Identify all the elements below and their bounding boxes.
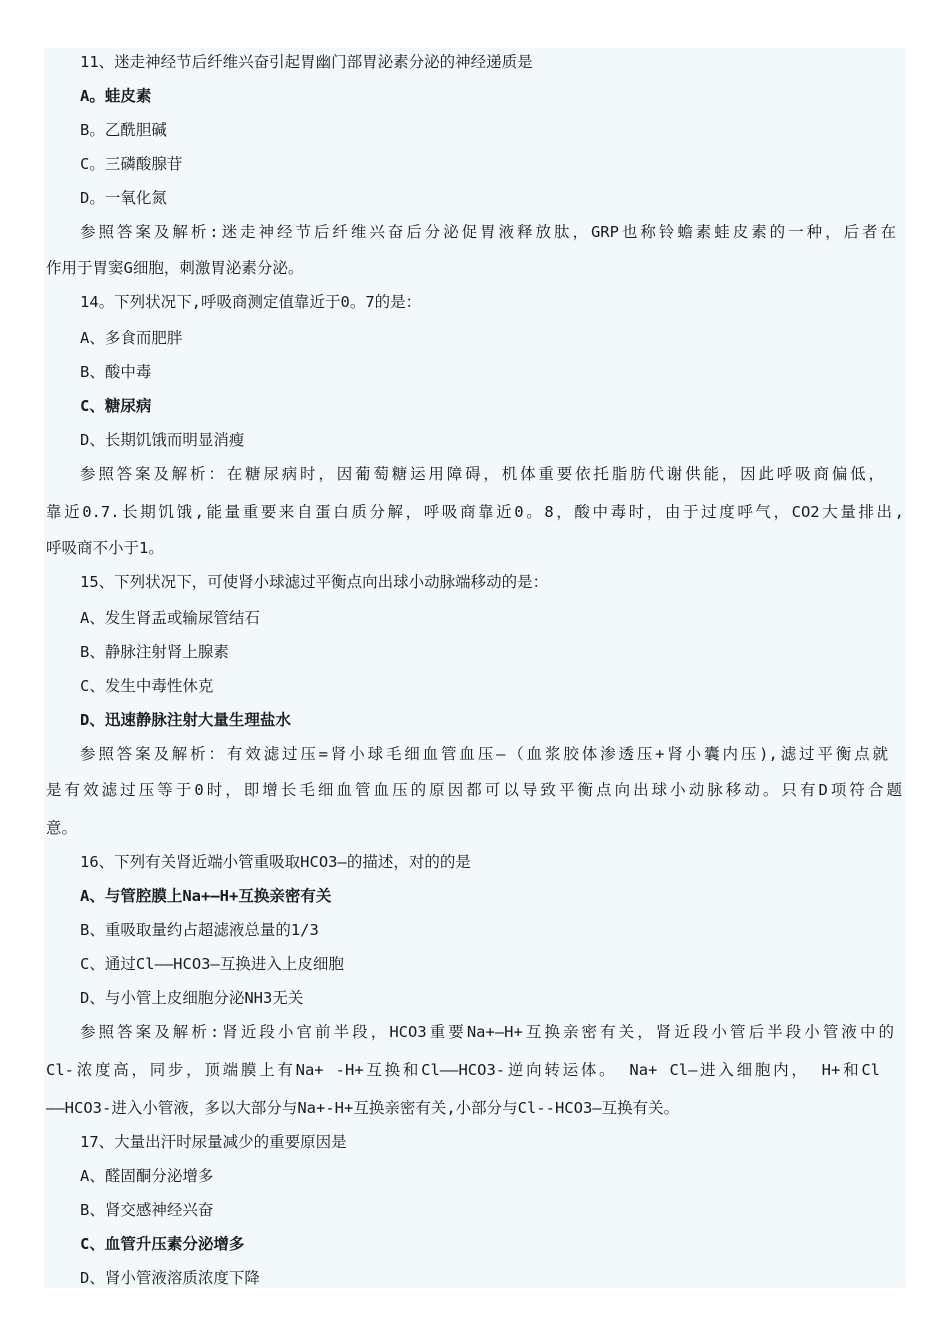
explanation-11-line-2: 作用于胃窦G细胞，刺激胃泌素分泌。	[46, 259, 304, 277]
option-16-a: A、与管腔膜上Na+—H+互换亲密有关	[80, 887, 332, 905]
option-17-b: B、肾交感神经兴奋	[80, 1201, 214, 1219]
question-11-stem: 11、迷走神经节后纤维兴奋引起胃幽门部胃泌素分泌的神经递质是	[80, 53, 533, 71]
option-15-b: B、静脉注射肾上腺素	[80, 643, 229, 661]
explanation-14-line-3: 呼吸商不小于1。	[46, 539, 164, 557]
explanation-14-line-1: 参照答案及解析：在糖尿病时，因葡萄糖运用障碍，机体重要依托脂肪代谢供能，因此呼吸商偏低，	[80, 465, 884, 483]
explanation-14-line-2: 靠近0.7.长期饥饿,能量重要来自蛋白质分解，呼吸商靠近0。8，酸中毒时，由于过度呼气，CO2大量排出,	[46, 503, 904, 521]
question-14-stem: 14。下列状况下,呼吸商测定值靠近于0。7的是：	[80, 293, 422, 311]
explanation-16-line-1: 参照答案及解析:肾近段小官前半段，HCO3重要Na+—H+互换亲密有关，肾近段小管后半段小管液中的	[80, 1023, 894, 1041]
option-14-b: B、酸中毒	[80, 363, 152, 381]
option-17-c: C、血管升压素分泌增多	[80, 1235, 245, 1253]
option-14-d: D、长期饥饿而明显消瘦	[80, 431, 245, 449]
explanation-15-line-3: 意。	[46, 819, 78, 837]
option-14-a: A、多食而肥胖	[80, 329, 183, 347]
option-16-c: C、通过Cl——HCO3—互换进入上皮细胞	[80, 955, 344, 973]
explanation-15-line-1: 参照答案及解析：有效滤过压=肾小球毛细血管血压—（血浆胶体渗透压+肾小囊内压),滤过平衡点就	[80, 745, 888, 763]
option-11-c: C。三磷酸腺苷	[80, 155, 183, 173]
option-16-b: B、重吸取量约占超滤液总量的1/3	[80, 921, 319, 939]
explanation-15-line-2: 是有效滤过压等于0时，即增长毛细血管血压的原因都可以导致平衡点向出球小动脉移动。只有D项符合题	[46, 781, 902, 799]
explanation-11-line-1: 参照答案及解析:迷走神经节后纤维兴奋后分泌促胃液释放肽，GRP也称铃蟾素蛙皮素的一种，后者在	[80, 223, 896, 241]
option-15-c: C、发生中毒性休克	[80, 677, 214, 695]
document-page	[44, 48, 906, 1288]
question-15-stem: 15、下列状况下，可使肾小球滤过平衡点向出球小动脉端移动的是：	[80, 573, 549, 591]
option-11-b: B。乙酰胆碱	[80, 121, 167, 139]
question-16-stem: 16、下列有关肾近端小管重吸取HCO3—的描述，对的的是	[80, 853, 471, 871]
explanation-16-line-3: ——HCO3-进入小管液，多以大部分与Na+-H+互换亲密有关,小部分与Cl--HCO3—互换有关。	[46, 1099, 680, 1117]
option-16-d: D、与小管上皮细胞分泌NH3无关	[80, 989, 304, 1007]
option-11-d: D。一氧化氮	[80, 189, 167, 207]
question-17-stem: 17、大量出汗时尿量减少的重要原因是	[80, 1133, 347, 1151]
option-14-c: C、糖尿病	[80, 397, 152, 415]
option-11-a: A。蛙皮素	[80, 87, 152, 105]
option-17-a: A、醛固酮分泌增多	[80, 1167, 214, 1185]
option-15-a: A、发生肾盂或输尿管结石	[80, 609, 260, 627]
option-15-d: D、迅速静脉注射大量生理盐水	[80, 711, 291, 729]
explanation-16-line-2: Cl-浓度高，同步，顶端膜上有Na+ -H+互换和Cl——HCO3-逆向转运体。 Na+ Cl—进入细胞内， H+和Cl	[46, 1061, 880, 1079]
option-17-d: D、肾小管液溶质浓度下降	[80, 1269, 260, 1287]
